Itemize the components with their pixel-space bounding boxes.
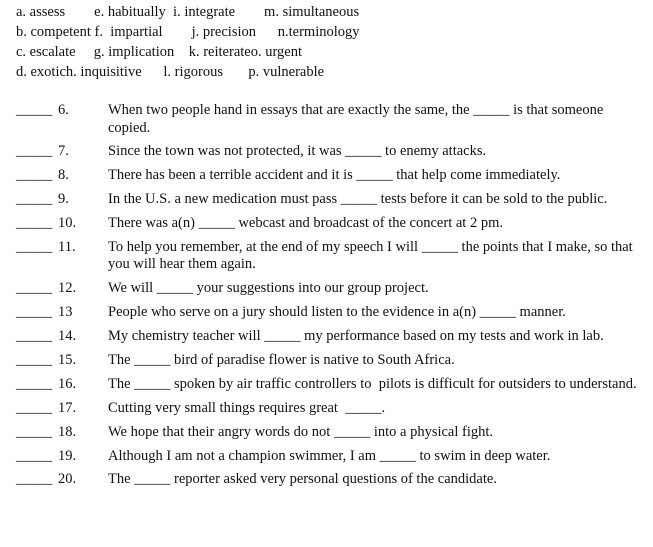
answer-blank: _____ xyxy=(16,102,53,118)
question-text: In the U.S. a new medication must pass _____ tests before it can be sold to the public. xyxy=(108,191,608,208)
question-text: People who serve on a jury should listen to the evidence in a(n) _____ manner. xyxy=(108,304,566,321)
answer-blank: _____ xyxy=(16,375,53,392)
question-row xyxy=(16,304,648,322)
question-row xyxy=(16,102,648,137)
question-row xyxy=(16,328,648,346)
question-text: Since the town was not protected, it was _____ to enemy attacks. xyxy=(108,143,487,160)
answer-blank: _____ xyxy=(16,352,53,369)
question-row xyxy=(16,448,648,466)
question-row xyxy=(16,143,648,161)
question-text: The _____ reporter asked very personal questions of the candidate. xyxy=(108,471,497,488)
question-text: Although I am not a champion swimmer, I am _____ to swim in deep water. xyxy=(108,447,551,464)
question-number: 11. xyxy=(58,238,76,255)
answer-blank: _____ xyxy=(16,215,53,232)
question-text: When two people hand in essays that are exactly the same, the _____ is that someone copied. xyxy=(108,102,607,136)
question-row xyxy=(16,400,648,418)
word-bank-line: a. assess e. habitually i. integrate m. simultaneous xyxy=(16,4,360,20)
question-number: 10. xyxy=(58,215,77,232)
question-text: To help you remember, at the end of my speech I will _____ the points that I make, so that you will hear them again. xyxy=(108,238,637,273)
answer-blank: _____ xyxy=(16,423,53,440)
word-bank-line: d. exotich. inquisitive l. rigorous p. vulnerable xyxy=(16,64,325,80)
answer-blank: _____ xyxy=(16,143,53,160)
question-row xyxy=(16,280,648,298)
question-number: 20. xyxy=(58,471,77,488)
question-row xyxy=(16,471,648,489)
question-row xyxy=(16,167,648,185)
question-text: There has been a terrible accident and it is _____ that help come immediately. xyxy=(108,167,561,184)
answer-blank: _____ xyxy=(16,238,53,255)
question-row xyxy=(16,191,648,209)
word-bank-line: b. competent f. impartial j. precision n.terminology xyxy=(16,24,360,40)
answer-blank: _____ xyxy=(16,167,53,184)
word-bank xyxy=(16,2,646,82)
answer-blank: _____ xyxy=(16,328,53,345)
question-row xyxy=(16,352,648,370)
question-text: Cutting very small things requires great _____. xyxy=(108,399,386,416)
question-number: 6. xyxy=(58,102,69,118)
question-number: 8. xyxy=(58,167,69,184)
question-row xyxy=(16,424,648,442)
question-number: 12. xyxy=(58,280,77,297)
word-bank-line: c. escalate g. implication k. reiterateo. urgent xyxy=(16,44,302,60)
answer-blank: _____ xyxy=(16,399,53,416)
question-number: 18. xyxy=(58,423,77,440)
question-number: 7. xyxy=(58,143,69,160)
question-list xyxy=(16,102,648,495)
answer-blank: _____ xyxy=(16,280,53,297)
question-text: We will _____ your suggestions into our group project. xyxy=(108,280,429,297)
question-number: 17. xyxy=(58,399,77,416)
answer-blank: _____ xyxy=(16,471,53,488)
question-text: The _____ bird of paradise flower is native to South Africa. xyxy=(108,352,455,369)
question-number: 9. xyxy=(58,191,69,208)
question-text: We hope that their angry words do not _____ into a physical fight. xyxy=(108,423,494,440)
question-number: 14. xyxy=(58,328,77,345)
answer-blank: _____ xyxy=(16,304,53,321)
question-text: My chemistry teacher will _____ my performance based on my tests and work in lab. xyxy=(108,328,604,345)
answer-blank: _____ xyxy=(16,191,53,208)
question-number: 15. xyxy=(58,352,77,369)
question-number: 19. xyxy=(58,447,77,464)
question-row xyxy=(16,239,648,274)
question-text: The _____ spoken by air traffic controllers to pilots is difficult for outsiders to understand. xyxy=(108,375,637,392)
question-text: There was a(n) _____ webcast and broadcast of the concert at 2 pm. xyxy=(108,215,503,232)
question-number: 13 xyxy=(58,304,73,321)
question-number: 16. xyxy=(58,375,77,392)
answer-blank: _____ xyxy=(16,447,53,464)
question-row xyxy=(16,376,648,394)
question-row xyxy=(16,215,648,233)
